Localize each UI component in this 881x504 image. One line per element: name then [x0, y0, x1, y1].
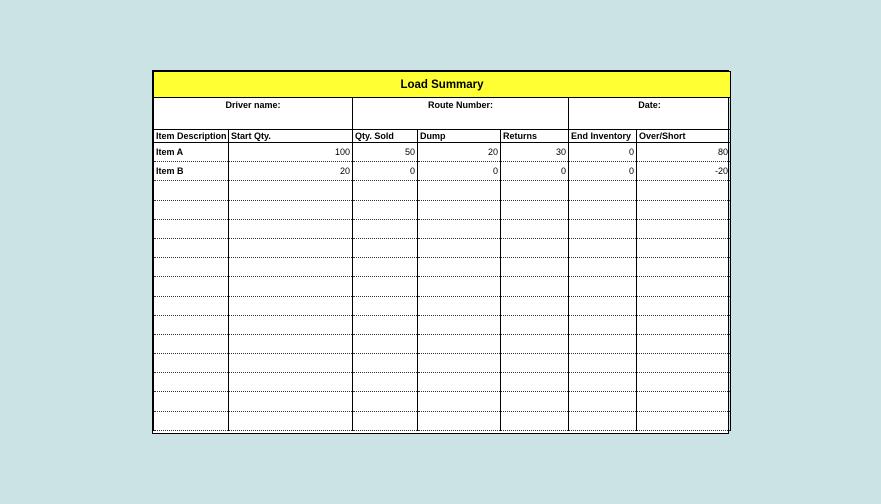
table-row [154, 296, 731, 315]
sheet-title[interactable]: Load Summary [154, 72, 731, 98]
cell-start-qty[interactable] [229, 354, 353, 373]
cell-over-short[interactable]: -20 [637, 162, 731, 181]
cell-dump[interactable] [418, 200, 501, 219]
cell-end-inventory[interactable]: 0 [569, 143, 637, 162]
cell-qty-sold[interactable] [353, 354, 418, 373]
cell-item[interactable] [154, 392, 229, 411]
cell-item[interactable] [154, 200, 229, 219]
cell-qty-sold[interactable] [353, 181, 418, 200]
cell-item[interactable] [154, 411, 229, 430]
cell-over-short[interactable] [637, 277, 731, 296]
table-row [154, 162, 731, 181]
cell-over-short[interactable] [637, 181, 731, 200]
cell-dump[interactable] [418, 354, 501, 373]
cell-start-qty[interactable] [229, 411, 353, 430]
cell-item[interactable]: Item B [154, 162, 229, 181]
cell-dump[interactable] [418, 411, 501, 430]
cell-start-qty[interactable] [229, 296, 353, 315]
cell-end-inventory[interactable] [569, 411, 637, 430]
cell-dump[interactable] [418, 238, 501, 257]
title-row [154, 72, 731, 98]
cell-qty-sold[interactable] [353, 296, 418, 315]
cell-dump[interactable] [418, 392, 501, 411]
table-row [154, 334, 731, 353]
cell-qty-sold[interactable] [353, 334, 418, 353]
header-returns[interactable]: Returns [501, 130, 569, 143]
cell-returns[interactable] [501, 181, 569, 200]
cell-end-inventory[interactable] [569, 315, 637, 334]
cell-item[interactable] [154, 354, 229, 373]
cell-start-qty[interactable] [229, 200, 353, 219]
load-summary-sheet [152, 70, 729, 434]
cell-returns[interactable] [501, 277, 569, 296]
route-number-field[interactable]: Route Number: [353, 98, 569, 130]
cell-qty-sold[interactable] [353, 200, 418, 219]
cell-returns[interactable] [501, 354, 569, 373]
table-row [154, 315, 731, 334]
cell-start-qty[interactable] [229, 334, 353, 353]
cell-qty-sold[interactable] [353, 277, 418, 296]
cell-over-short[interactable] [637, 315, 731, 334]
cell-item[interactable] [154, 258, 229, 277]
table-row [154, 277, 731, 296]
table-row [154, 143, 731, 162]
blank-rows [154, 181, 731, 430]
cell-end-inventory[interactable] [569, 238, 637, 257]
cell-over-short[interactable] [637, 392, 731, 411]
cell-item[interactable] [154, 373, 229, 392]
cell-start-qty[interactable] [229, 277, 353, 296]
cell-qty-sold[interactable] [353, 238, 418, 257]
cell-over-short[interactable] [637, 334, 731, 353]
cell-end-inventory[interactable] [569, 334, 637, 353]
cell-returns[interactable] [501, 238, 569, 257]
info-row [154, 98, 731, 130]
cell-over-short[interactable] [637, 411, 731, 430]
cell-end-inventory[interactable] [569, 277, 637, 296]
cell-qty-sold[interactable] [353, 392, 418, 411]
cell-dump[interactable]: 20 [418, 143, 501, 162]
date-field[interactable]: Date: [569, 98, 731, 130]
cell-start-qty[interactable] [229, 181, 353, 200]
cell-qty-sold[interactable]: 0 [353, 162, 418, 181]
cell-end-inventory[interactable]: 0 [569, 162, 637, 181]
cell-qty-sold[interactable] [353, 258, 418, 277]
cell-dump[interactable] [418, 373, 501, 392]
cell-item[interactable]: Item A [154, 143, 229, 162]
header-item-description[interactable]: Item Description [154, 130, 229, 143]
cell-returns[interactable] [501, 200, 569, 219]
cell-over-short[interactable] [637, 296, 731, 315]
table-row [154, 392, 731, 411]
table-row [154, 219, 731, 238]
header-start-qty[interactable]: Start Qty. [229, 130, 353, 143]
cell-returns[interactable] [501, 373, 569, 392]
table-row [154, 258, 731, 277]
load-summary-table [153, 71, 731, 431]
cell-item[interactable] [154, 238, 229, 257]
cell-dump[interactable] [418, 277, 501, 296]
cell-end-inventory[interactable] [569, 219, 637, 238]
cell-returns[interactable] [501, 392, 569, 411]
driver-name-field[interactable]: Driver name: [154, 98, 353, 130]
cell-over-short[interactable] [637, 354, 731, 373]
cell-qty-sold[interactable] [353, 411, 418, 430]
cell-end-inventory[interactable] [569, 373, 637, 392]
cell-start-qty[interactable] [229, 219, 353, 238]
header-over-short[interactable]: Over/Short [637, 130, 731, 143]
table-row [154, 200, 731, 219]
table-row [154, 181, 731, 200]
cell-returns[interactable] [501, 219, 569, 238]
cell-end-inventory[interactable] [569, 258, 637, 277]
table-row [154, 411, 731, 430]
cell-item[interactable] [154, 296, 229, 315]
cell-over-short[interactable]: 80 [637, 143, 731, 162]
cell-over-short[interactable] [637, 238, 731, 257]
cell-end-inventory[interactable] [569, 392, 637, 411]
table-row [154, 238, 731, 257]
cell-item[interactable] [154, 315, 229, 334]
cell-dump[interactable]: 0 [418, 162, 501, 181]
cell-item[interactable] [154, 219, 229, 238]
cell-item[interactable] [154, 277, 229, 296]
cell-dump[interactable] [418, 296, 501, 315]
cell-start-qty[interactable] [229, 373, 353, 392]
cell-end-inventory[interactable] [569, 296, 637, 315]
cell-item[interactable] [154, 181, 229, 200]
cell-dump[interactable] [418, 315, 501, 334]
cell-dump[interactable] [418, 334, 501, 353]
header-dump[interactable]: Dump [418, 130, 501, 143]
cell-start-qty[interactable] [229, 238, 353, 257]
cell-end-inventory[interactable] [569, 200, 637, 219]
cell-dump[interactable] [418, 181, 501, 200]
cell-end-inventory[interactable] [569, 354, 637, 373]
cell-returns[interactable] [501, 258, 569, 277]
cell-end-inventory[interactable] [569, 181, 637, 200]
cell-item[interactable] [154, 334, 229, 353]
cell-returns[interactable] [501, 296, 569, 315]
table-row [154, 354, 731, 373]
cell-qty-sold[interactable] [353, 219, 418, 238]
column-header-row [154, 130, 731, 143]
header-end-inventory[interactable]: End Inventory [569, 130, 637, 143]
cell-qty-sold[interactable] [353, 315, 418, 334]
cell-returns[interactable] [501, 411, 569, 430]
cell-returns[interactable]: 0 [501, 162, 569, 181]
cell-over-short[interactable] [637, 200, 731, 219]
cell-qty-sold[interactable]: 50 [353, 143, 418, 162]
cell-returns[interactable]: 30 [501, 143, 569, 162]
cell-start-qty[interactable]: 100 [229, 143, 353, 162]
cell-qty-sold[interactable] [353, 373, 418, 392]
cell-start-qty[interactable] [229, 258, 353, 277]
cell-over-short[interactable] [637, 219, 731, 238]
cell-over-short[interactable] [637, 258, 731, 277]
table-row [154, 373, 731, 392]
cell-over-short[interactable] [637, 373, 731, 392]
header-qty-sold[interactable]: Qty. Sold [353, 130, 418, 143]
cell-dump[interactable] [418, 258, 501, 277]
cell-start-qty[interactable] [229, 392, 353, 411]
cell-returns[interactable] [501, 315, 569, 334]
cell-start-qty[interactable] [229, 315, 353, 334]
cell-start-qty[interactable]: 20 [229, 162, 353, 181]
cell-returns[interactable] [501, 334, 569, 353]
cell-dump[interactable] [418, 219, 501, 238]
